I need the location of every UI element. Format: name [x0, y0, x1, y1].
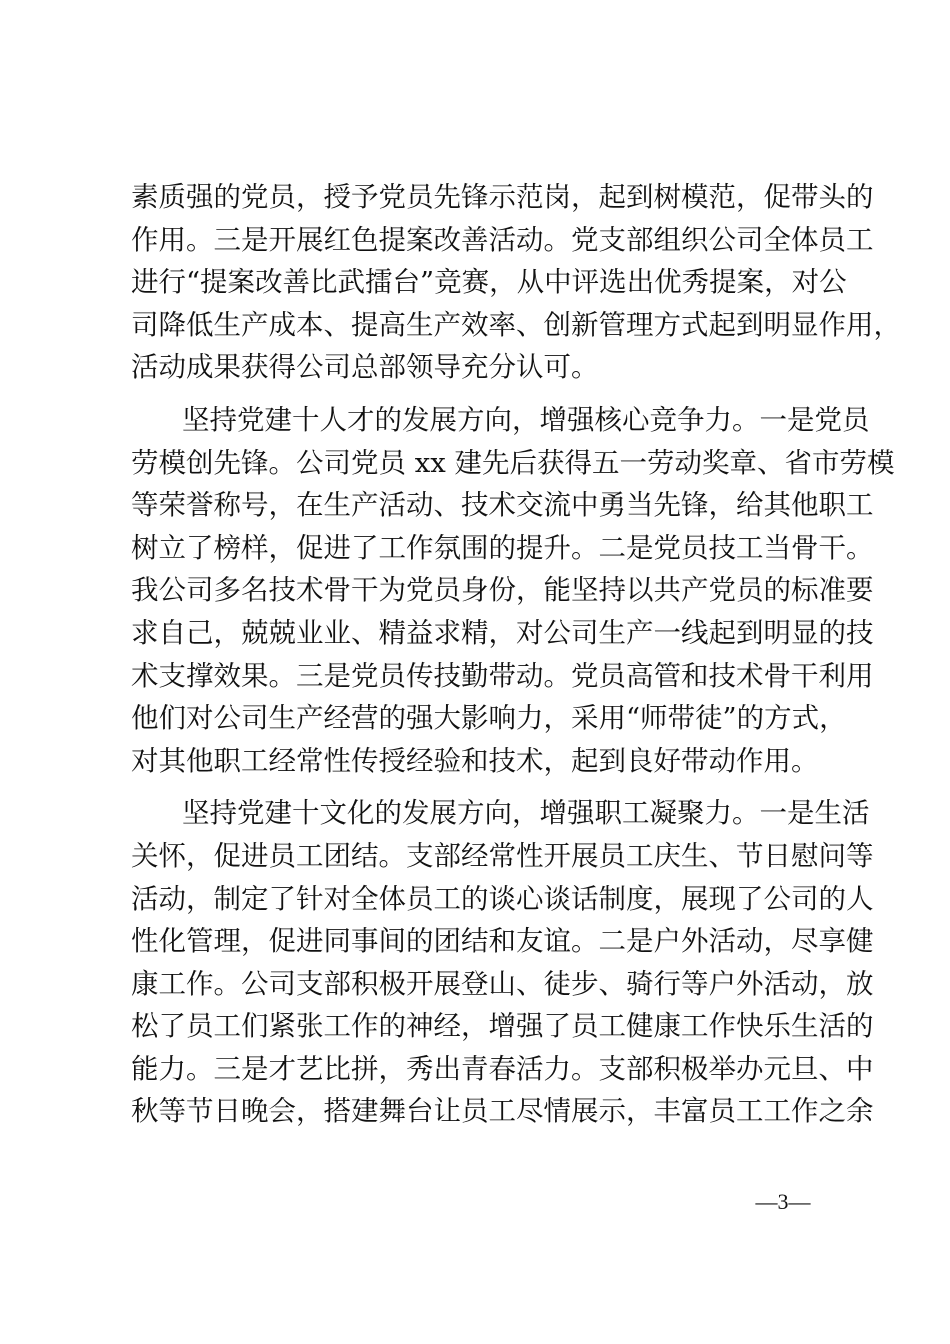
text-line: 关怀，促进员工团结。支部经常性开展员工庆生、节日慰问等 — [131, 839, 874, 872]
page-number: —3— — [755, 1189, 811, 1214]
paragraph-2 — [131, 399, 895, 782]
paragraph-spacer — [131, 389, 821, 399]
text-line: 作用。三是开展红色提案改善活动。党支部组织公司全体员工 — [131, 223, 874, 256]
text-line: 劳模创先锋。公司党员 xx 建先后获得五一劳动奖章、省市劳模 — [131, 446, 895, 479]
text-line: 活动，制定了针对全体员工的谈心谈话制度，展现了公司的人 — [131, 882, 874, 915]
text-line: 对其他职工经常性传授经验和技术，起到良好带动作用。 — [131, 744, 819, 777]
text-line: 进行“提案改善比武擂台”竞赛，从中评选出优秀提案，对公 — [131, 266, 847, 299]
text-line: 他们对公司生产经营的强大影响力，采用“师带徒”的方式， — [131, 702, 847, 735]
paragraph-3 — [131, 792, 874, 1133]
text-line: 康工作。公司支部积极开展登山、徒步、骑行等户外活动，放 — [131, 967, 874, 1000]
text-line: 素质强的党员，授予党员先锋示范岗，起到树模范，促带头的 — [131, 181, 874, 213]
text-line: 等荣誉称号，在生产活动、技术交流中勇当先锋，给其他职工 — [131, 489, 874, 522]
text-line: 坚持党建十人才的发展方向，增强核心竞争力。一是党员 — [182, 403, 870, 436]
paragraph-spacer — [131, 782, 821, 792]
text-line: 树立了榜样，促进了工作氛围的提升。二是党员技工当骨干。 — [131, 531, 874, 564]
text-line: 术支撑效果。三是党员传技勤带动。党员高管和技术骨干利用 — [131, 659, 874, 692]
text-line: 松了员工们紧张工作的神经，增强了员工健康工作快乐生活的 — [131, 1010, 874, 1043]
text-line: 坚持党建十文化的发展方向，增强职工凝聚力。一是生活 — [182, 797, 870, 830]
text-line: 能力。三是才艺比拼，秀出青春活力。支部积极举办元旦、中 — [131, 1052, 874, 1085]
text-line: 司降低生产成本、提高生产效率、创新管理方式起到明显作用， — [131, 308, 901, 341]
text-line: 我公司多名技术骨干为党员身份，能坚持以共产党员的标准要 — [131, 574, 874, 607]
body-text — [131, 176, 901, 1133]
text-line: 性化管理，促进同事间的团结和友谊。二是户外活动，尽享健 — [131, 925, 874, 958]
text-line: 求自己，兢兢业业、精益求精，对公司生产一线起到明显的技 — [131, 616, 874, 649]
text-line: 秋等节日晚会，搭建舞台让员工尽情展示，丰富员工工作之余 — [131, 1095, 874, 1128]
paragraph-1 — [131, 176, 901, 389]
text-line: 活动成果获得公司总部领导充分认可。 — [131, 351, 599, 384]
